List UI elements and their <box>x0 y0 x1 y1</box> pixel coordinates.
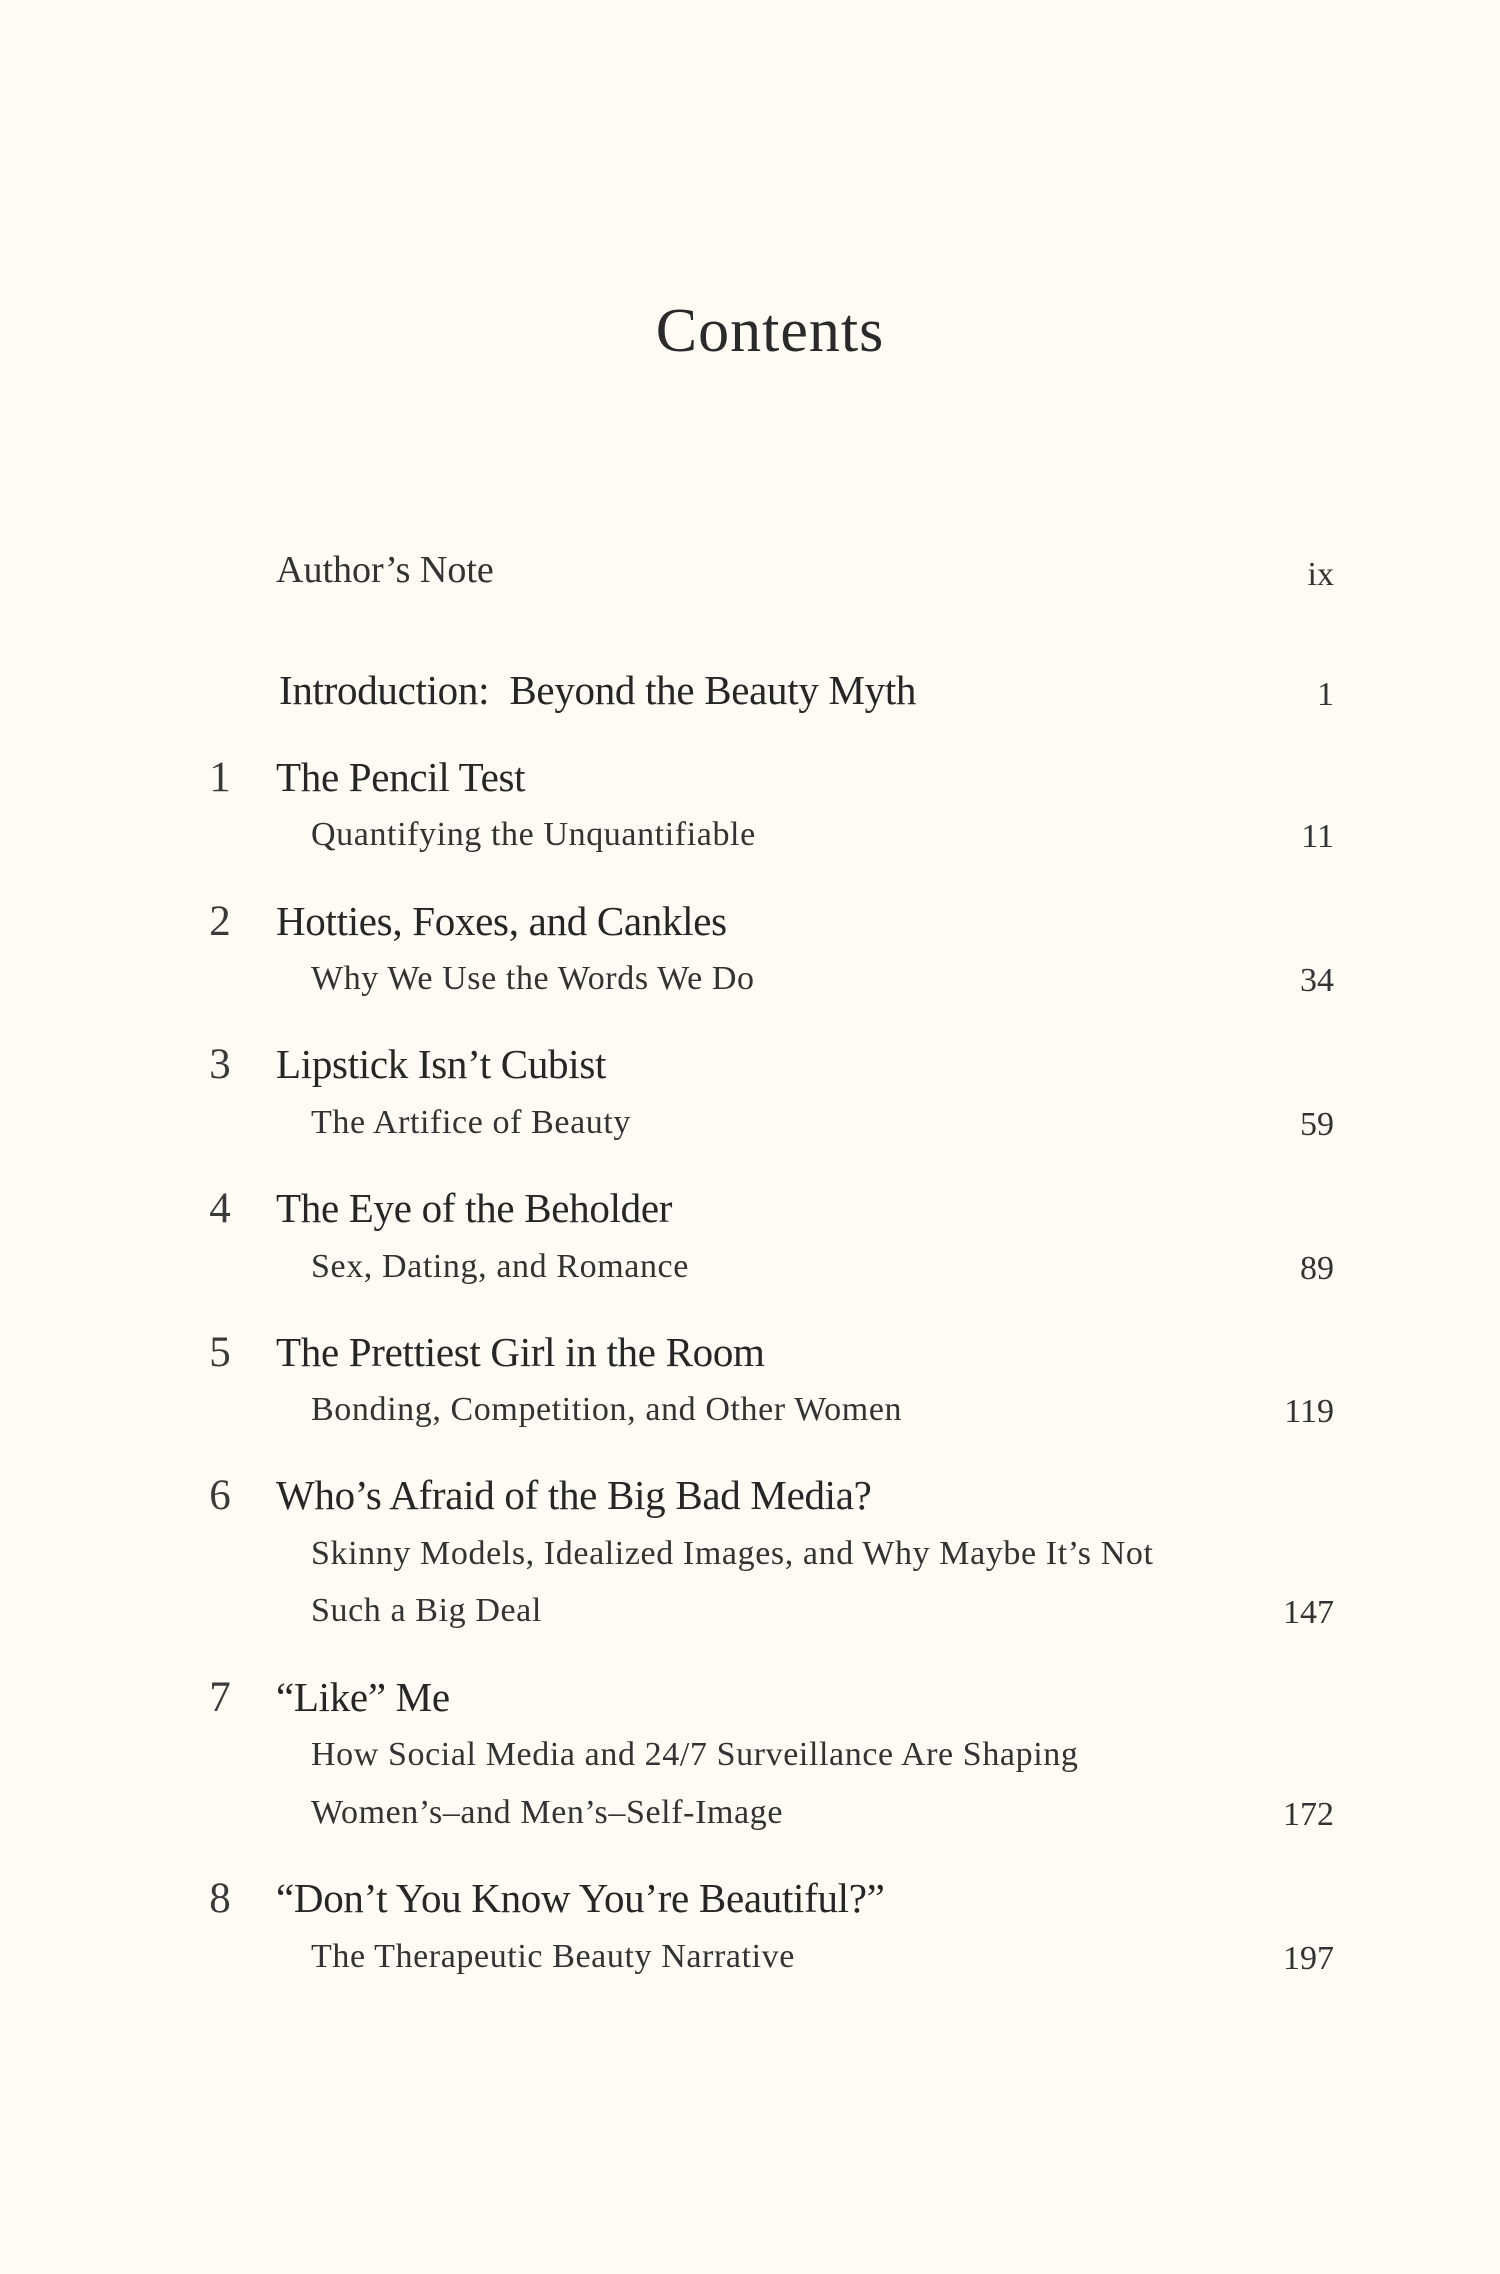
chapter-number: 6 <box>209 1472 231 1519</box>
chapter-page-number: 59 <box>1300 1106 1334 1143</box>
chapter-title[interactable]: The Pencil Test <box>276 754 526 800</box>
page-title: Contents <box>655 297 885 365</box>
chapter-subtitle: Skinny Models, Idealized Images, and Why Maybe It’s Not <box>311 1535 1154 1572</box>
chapter-subtitle: Why We Use the Words We Do <box>311 960 755 997</box>
chapter-number: 4 <box>209 1185 231 1232</box>
chapter-subtitle: Sex, Dating, and Romance <box>311 1248 689 1285</box>
chapter-subtitle: The Therapeutic Beauty Narrative <box>311 1938 795 1975</box>
chapter-title[interactable]: Hotties, Foxes, and Cankles <box>276 898 727 944</box>
chapter-title[interactable]: The Prettiest Girl in the Room <box>276 1329 765 1375</box>
chapter-title[interactable]: The Eye of the Beholder <box>276 1185 673 1231</box>
toc-entry-authors-note-title[interactable]: Author’s Note <box>276 549 494 591</box>
toc-entry-introduction-page: 1 <box>1317 676 1334 713</box>
chapter-number: 1 <box>209 754 231 801</box>
chapter-page-number: 197 <box>1283 1940 1334 1977</box>
chapter-subtitle: How Social Media and 24/7 Surveillance Are Shaping <box>311 1736 1079 1773</box>
chapter-title[interactable]: “Like” Me <box>276 1674 450 1720</box>
chapter-number: 7 <box>209 1674 231 1721</box>
chapter-page-number: 34 <box>1300 962 1334 999</box>
chapter-page-number: 119 <box>1284 1393 1334 1430</box>
chapter-page-number: 89 <box>1300 1250 1334 1287</box>
chapter-number: 5 <box>209 1329 231 1376</box>
chapter-title[interactable]: Lipstick Isn’t Cubist <box>276 1041 607 1087</box>
chapter-page-number: 172 <box>1283 1796 1334 1833</box>
chapter-title[interactable]: Who’s Afraid of the Big Bad Media? <box>276 1472 872 1518</box>
chapter-title[interactable]: “Don’t You Know You’re Beautiful?” <box>276 1875 885 1921</box>
chapter-subtitle: Quantifying the Unquantifiable <box>311 816 756 853</box>
chapter-subtitle-continued: Such a Big Deal <box>311 1592 542 1629</box>
chapter-number: 3 <box>209 1041 231 1088</box>
chapter-page-number: 11 <box>1301 818 1334 855</box>
chapter-subtitle: The Artifice of Beauty <box>311 1104 632 1141</box>
chapter-subtitle-continued: Women’s–and Men’s–Self-Image <box>311 1794 784 1831</box>
toc-entry-authors-note-page: ix <box>1307 556 1334 593</box>
chapter-subtitle: Bonding, Competition, and Other Women <box>311 1391 903 1428</box>
toc-entry-introduction-title[interactable]: Introduction: Beyond the Beauty Myth <box>279 667 917 713</box>
chapter-number: 2 <box>209 898 231 945</box>
chapter-number: 8 <box>209 1875 231 1922</box>
chapter-page-number: 147 <box>1283 1594 1334 1631</box>
